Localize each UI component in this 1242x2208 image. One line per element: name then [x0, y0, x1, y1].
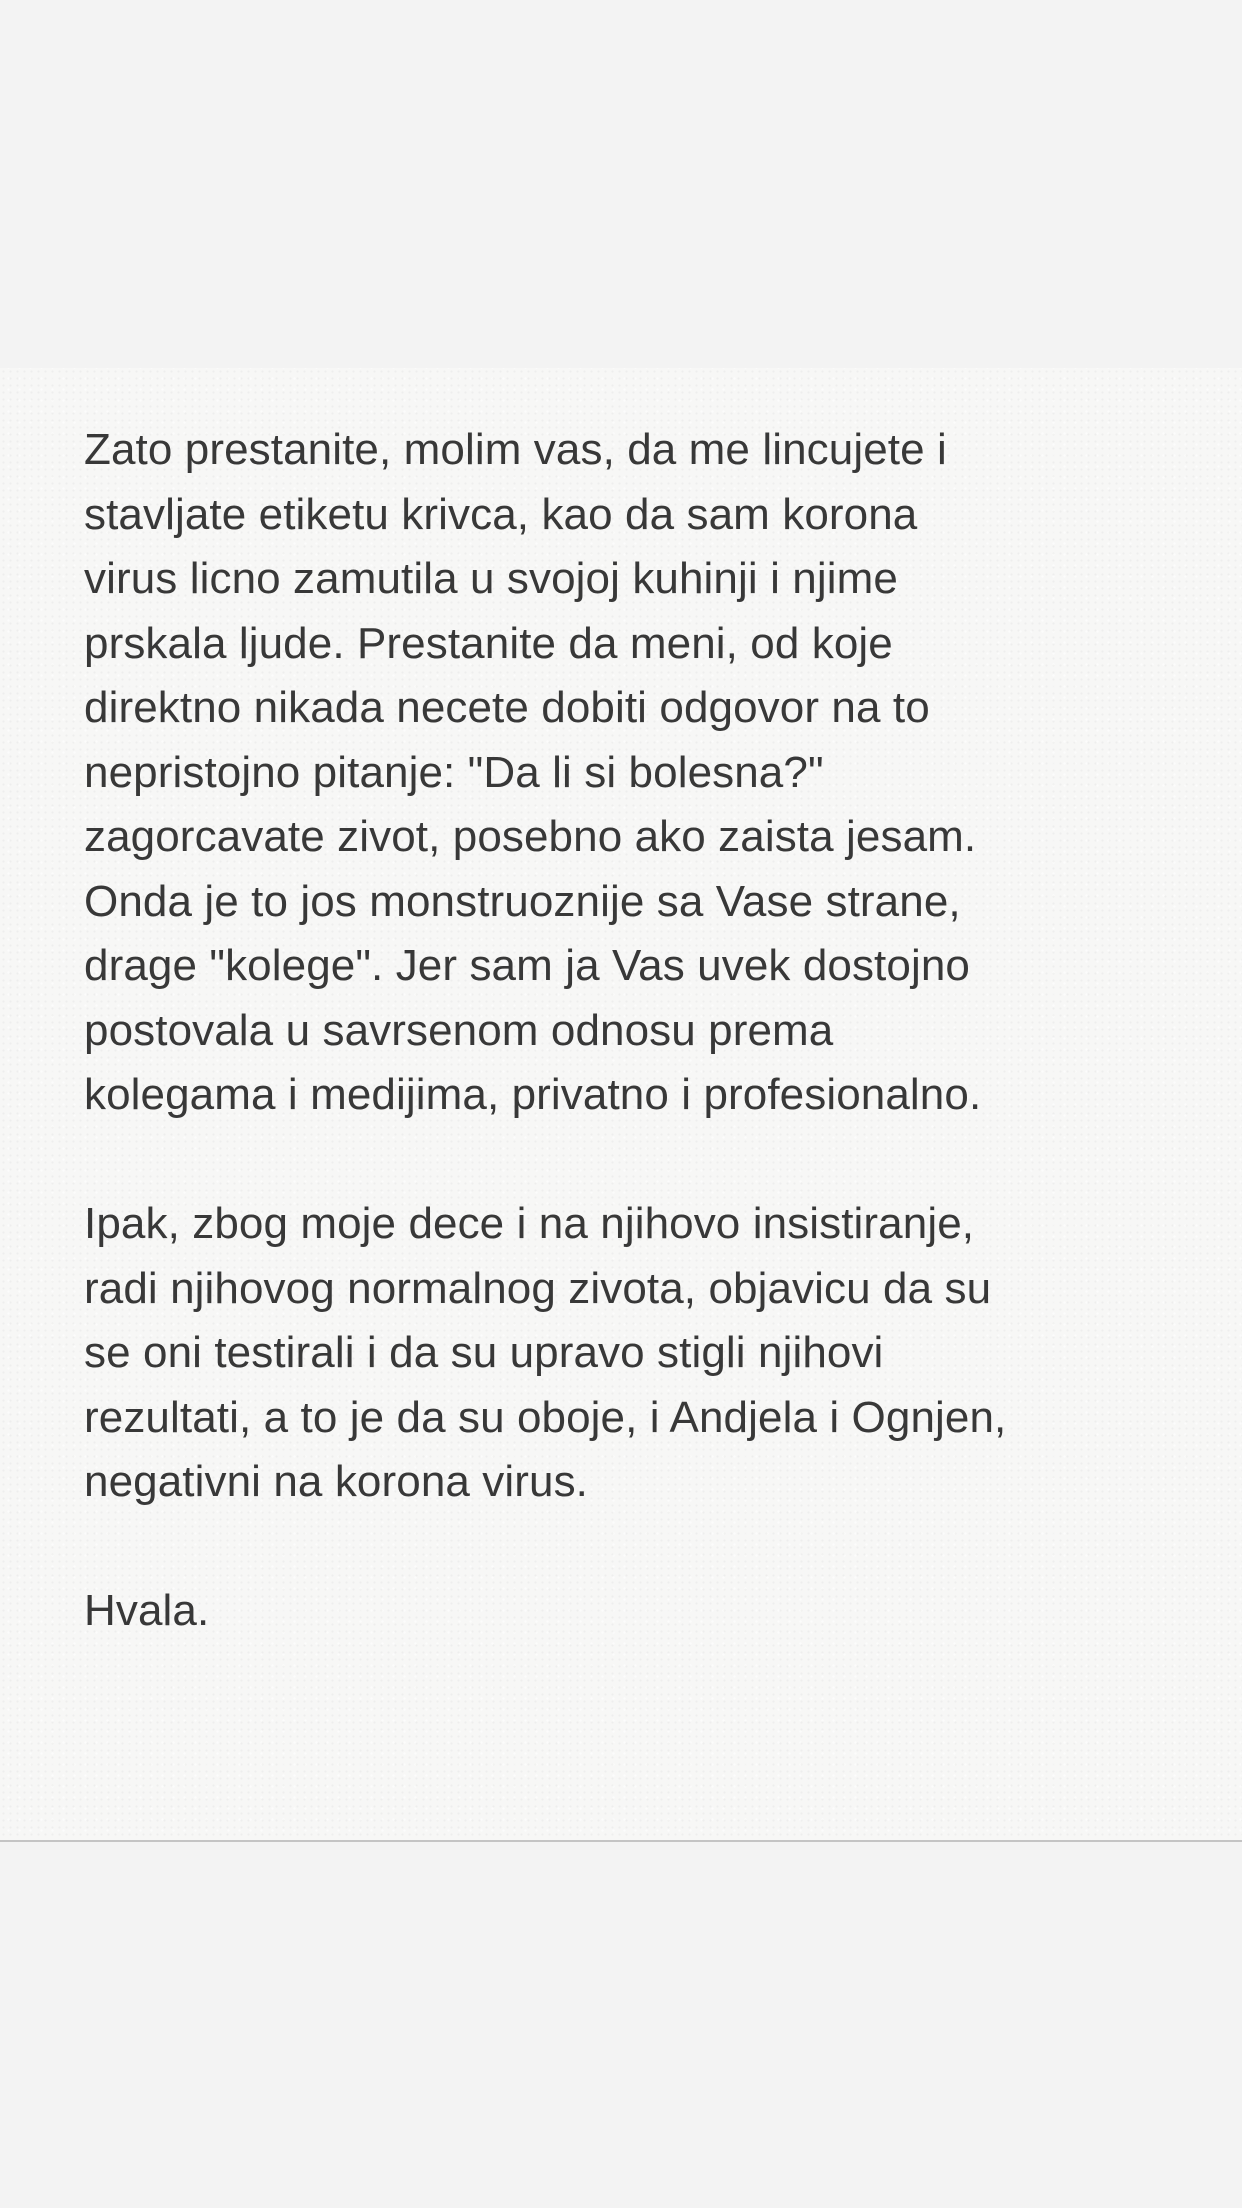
text-line: postovala u savrsenom odnosu prema — [84, 1005, 834, 1055]
text-line: stavljate etiketu krivca, kao da sam korona — [84, 489, 918, 539]
text-line: rezultati, a to je da su oboje, i Andjela i Ognjen, — [84, 1392, 1007, 1442]
text-line: radi njihovog normalnog zivota, objavicu da su — [84, 1263, 992, 1313]
text-line: negativni na korona virus. — [84, 1457, 589, 1506]
text-line: Onda je to jos monstruoznije sa Vase strane, — [84, 876, 961, 926]
text-line: prskala ljude. Prestanite da meni, od koje — [84, 618, 893, 668]
text-line: drage "kolege". Jer sam ja Vas uvek dostojno — [84, 941, 970, 990]
text-line: nepristojno pitanje: "Da li si bolesna?" — [84, 747, 824, 797]
paragraph-2 — [84, 1192, 1204, 1515]
paragraph-spacer — [84, 1515, 1204, 1580]
note-text — [84, 418, 1204, 1644]
text-line: Zato prestanite, molim vas, da me lincujete i — [84, 425, 947, 474]
text-line: Hvala. — [84, 1586, 210, 1635]
text-line: se oni testirali i da su upravo stigli njihovi — [84, 1328, 884, 1377]
text-line: kolegama i medijima, privatno i profesionalno. — [84, 1070, 982, 1119]
paragraph-1 — [84, 418, 1204, 1128]
paragraph-spacer — [84, 1128, 1204, 1193]
paragraph-3 — [84, 1579, 1204, 1644]
text-line: Ipak, zbog moje dece i na njihovo insistiranje, — [84, 1199, 975, 1248]
text-line: direktno nikada necete dobiti odgovor na to — [84, 683, 930, 732]
text-line: virus licno zamutila u svojoj kuhinji i njime — [84, 554, 898, 603]
text-line: zagorcavate zivot, posebno ako zaista jesam. — [84, 812, 977, 861]
